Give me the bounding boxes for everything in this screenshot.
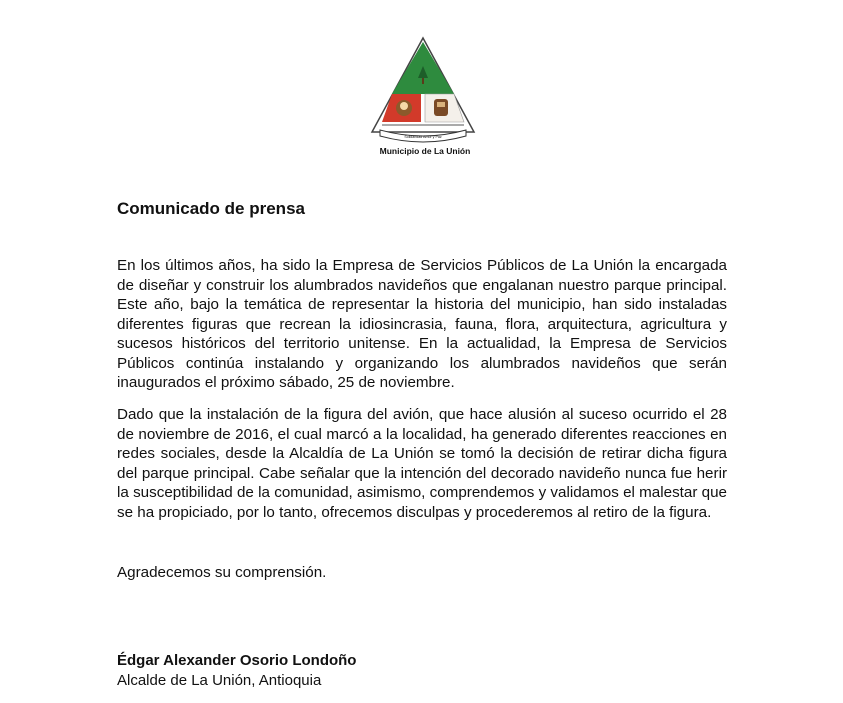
signature-role: Alcalde de La Unión, Antioquia [117,672,322,689]
signature-name: Édgar Alexander Osorio Londoño [117,652,357,669]
svg-text:Solidaridad Amor y Paz: Solidaridad Amor y Paz [404,135,442,139]
paragraph-intro: En los últimos años, ha sido la Empresa de Servicios Públicos de La Unión la encargada de diseñar y construir los alumbrados navideños que engalanan nuestro parque principal. Este año, bajo la temática de representar la historia del municipio, han sido instaladas diferentes figuras que recrean la idiosincrasia, fauna, flora, arquitectura, agricultura y sucesos históricos del territorio unitense. En la actualidad, la Empresa de Servicios Públicos continúa instalando y organizando los alumbrados navideños que serán inaugurados el próximo sábado, 25 de noviembre. [117,257,727,391]
logo-caption: Municipio de La Unión [379,146,471,156]
page-title: Comunicado de prensa [117,199,305,218]
paragraph-decision: Dado que la instalación de la figura del avión, que hace alusión al suceso ocurrido el 28 de noviembre de 2016, el cual marcó a la localidad, ha generado diferentes reacciones en redes sociales, desde la Alcaldía de La Unión se tomó la decisión de retirar dicha figura del parque principal. Cabe señalar que la intención del decorado navideño nunca fue herir la susceptibilidad de la comunidad, asimismo, comprendemos y validamos el malestar que se ha propiciado, por lo tanto, ofrecemos disculpas y procederemos al retiro de la figura. [117,406,727,521]
paragraph-thanks: Agradecemos su comprensión. [117,564,327,581]
municipal-logo [368,34,478,158]
coat-of-arms-icon [368,34,478,144]
